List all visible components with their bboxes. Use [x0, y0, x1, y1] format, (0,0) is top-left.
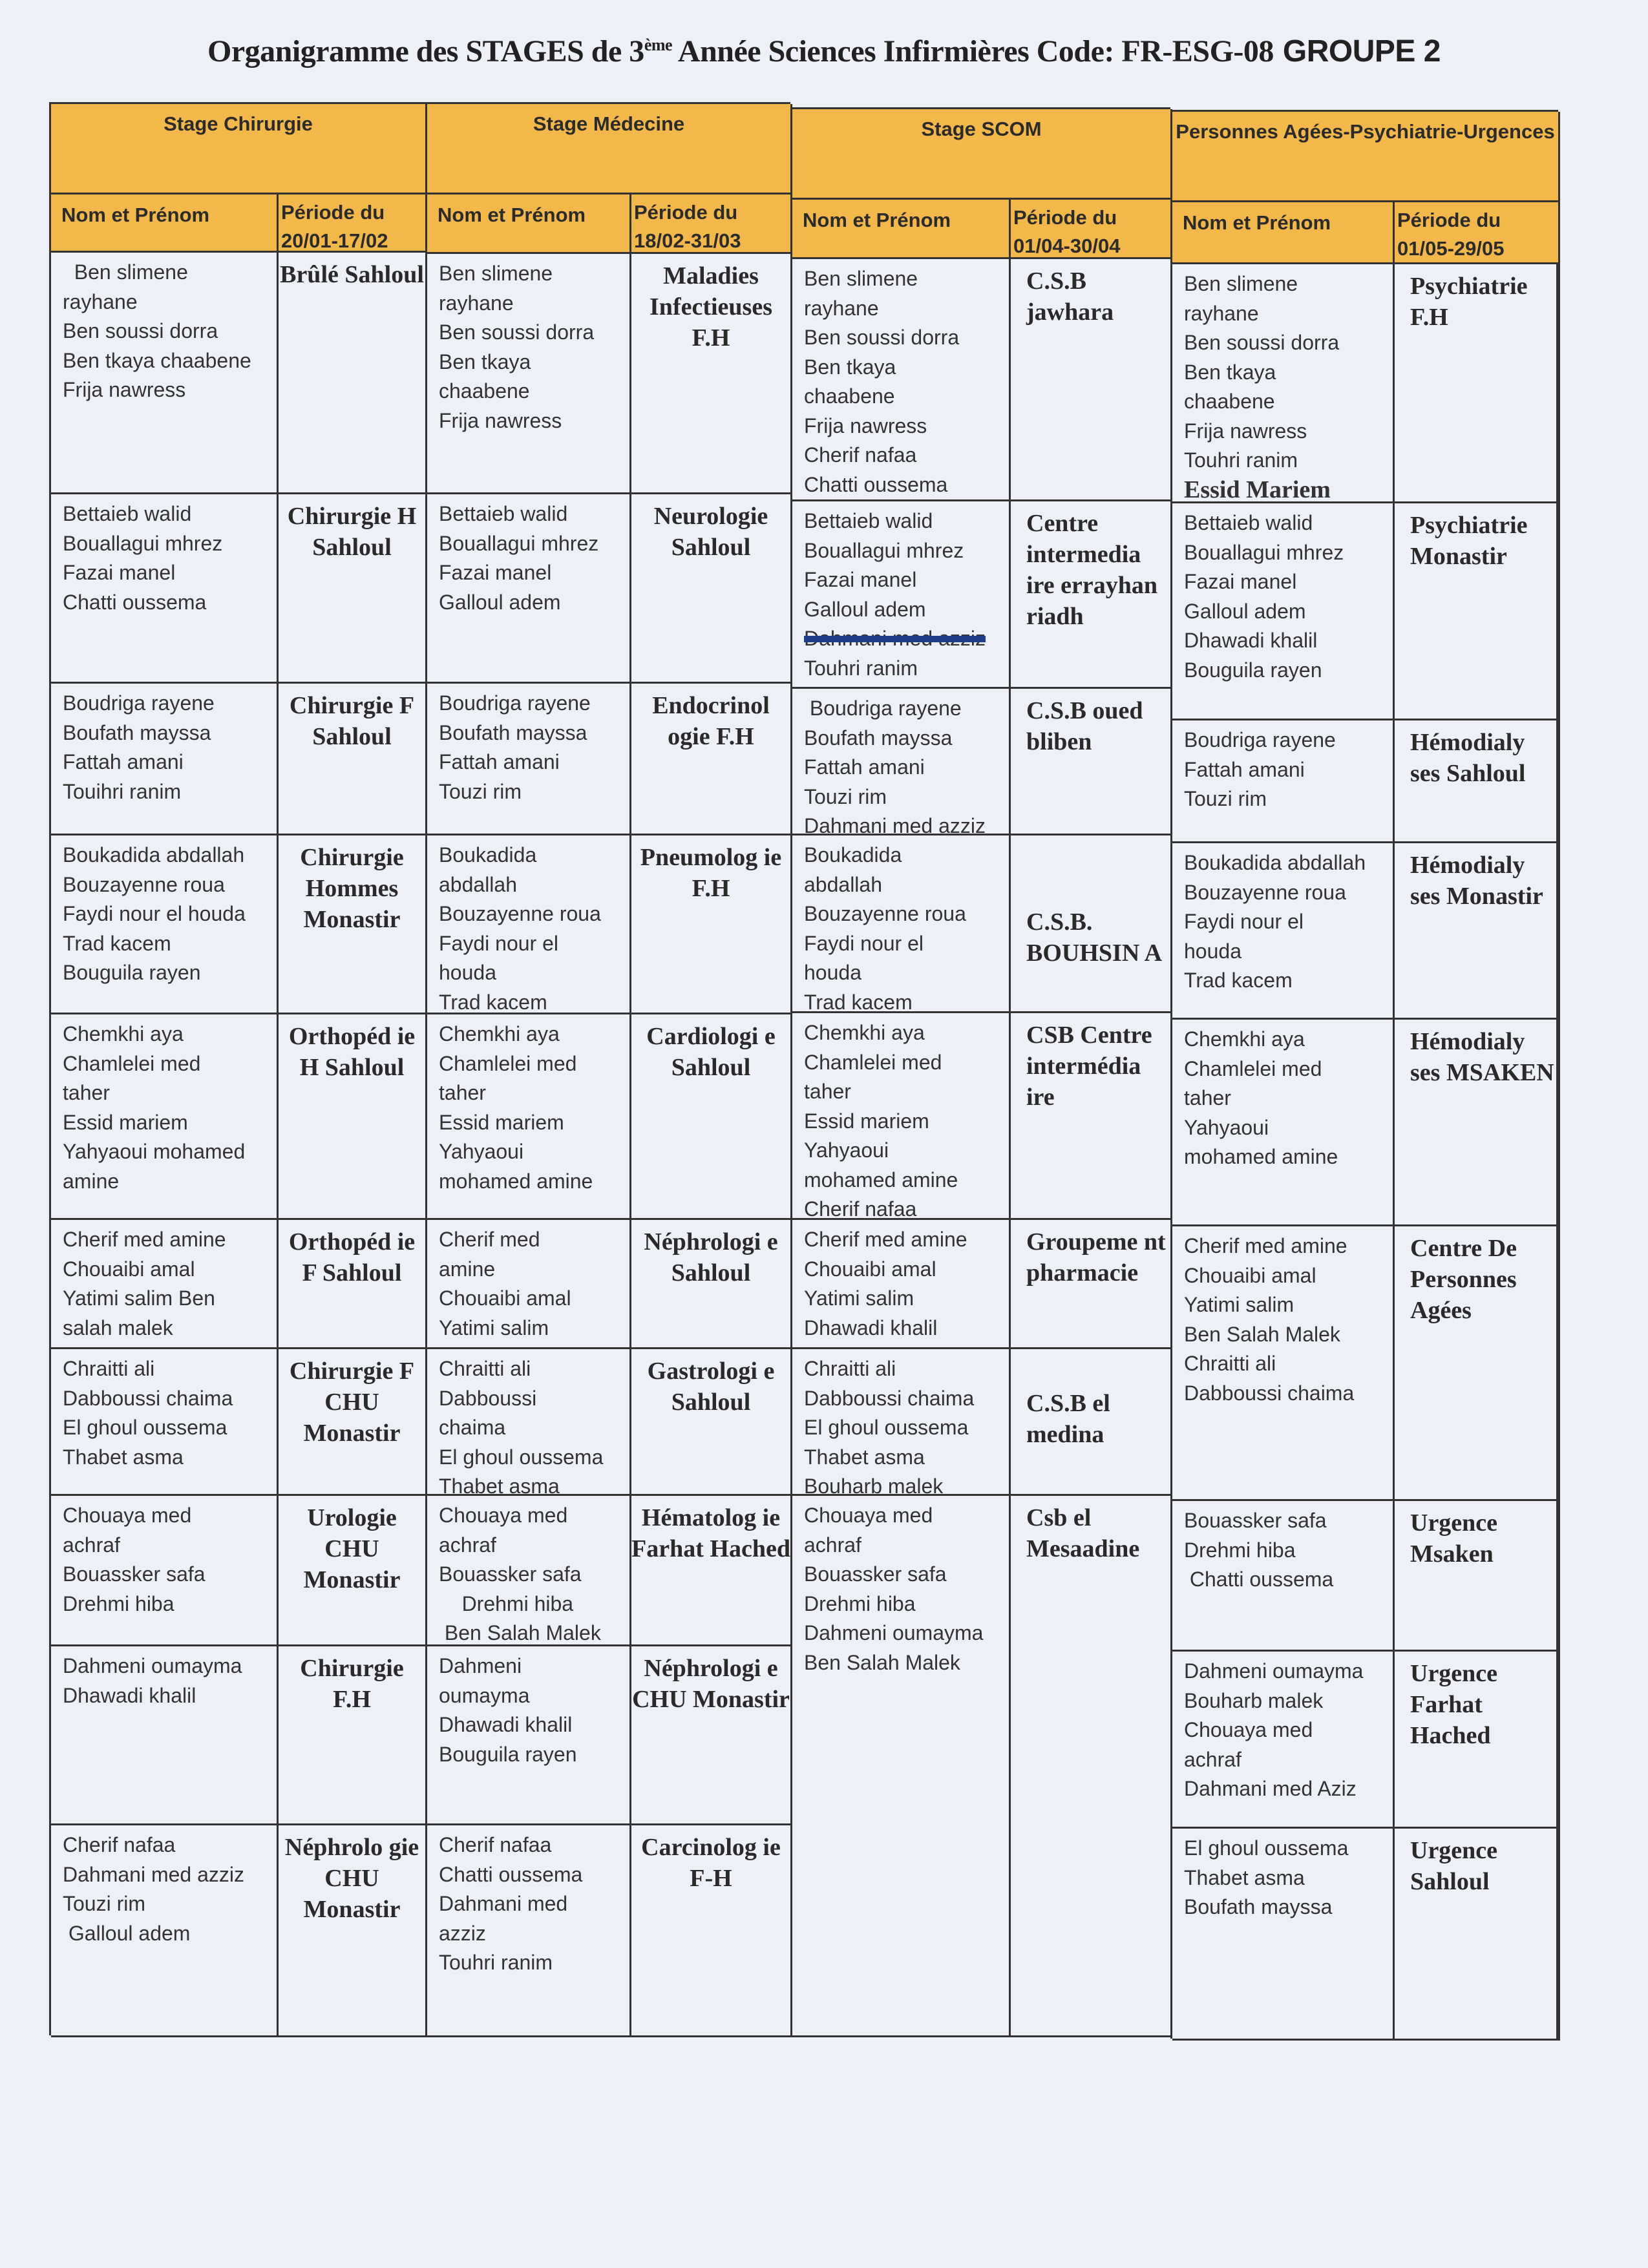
student-name: Bettaieb walid	[804, 509, 933, 532]
student-name: Galloul adem	[439, 590, 561, 614]
student-name: Fazai manel	[804, 568, 917, 591]
names-cell	[427, 1496, 631, 1646]
student-name: Fattah amani	[1184, 757, 1305, 781]
student-name: achraf	[804, 1533, 861, 1557]
student-name: Chouaya med	[804, 1504, 933, 1527]
student-name: Chemkhi aya	[1184, 1027, 1305, 1051]
student-name: Trad kacem	[63, 931, 171, 955]
student-name: Bouzayenne roua	[63, 872, 225, 896]
student-name: Bettaieb walid	[439, 502, 568, 525]
student-name: Ben soussi dorra	[804, 326, 960, 349]
student-name: Cherif nafaa	[63, 1833, 176, 1856]
student-name: Essid Mariem	[1184, 476, 1331, 503]
names-cell	[51, 1349, 279, 1496]
student-name: Faydi nour el	[804, 931, 924, 955]
placement-cell: Chirurgie H Sahloul	[279, 494, 427, 684]
student-name: Chamlelei med	[63, 1051, 201, 1075]
student-name: Bouassker safa	[1184, 1509, 1327, 1532]
student-name: Bettaieb walid	[1184, 511, 1313, 534]
name-column-header: Nom et Prénom	[792, 200, 1011, 259]
student-name: Galloul adem	[63, 1921, 191, 1945]
student-name: Bettaieb walid	[63, 502, 192, 525]
names-cell	[51, 1646, 279, 1825]
student-name: Ben soussi dorra	[63, 319, 218, 342]
student-name: Ben tkaya	[804, 355, 896, 379]
placement-cell: Chirurgie F CHU Monastir	[279, 1349, 427, 1496]
student-name: Ben Salah Malek	[1184, 1322, 1340, 1346]
student-name: Faydi nour el	[439, 931, 558, 955]
student-name: chaabene	[804, 384, 895, 408]
placement-cell: Csb el Mesaadine	[1011, 1496, 1172, 2037]
student-name: Boufath mayssa	[439, 720, 587, 744]
student-name: abdallah	[439, 872, 517, 896]
student-name: Thabet asma	[63, 1445, 184, 1469]
student-name: Trad kacem	[1184, 969, 1293, 992]
placement-cell: Néphrologi e CHU Monastir	[631, 1646, 792, 1825]
names-cell	[427, 1220, 631, 1349]
student-name: Chamlelei med	[804, 1050, 942, 1074]
placement-cell: C.S.B oued bliben	[1011, 689, 1172, 835]
student-name: Drehmi hiba	[439, 1591, 574, 1615]
stage-block-1	[425, 102, 790, 2035]
student-name: Drehmi hiba	[1184, 1538, 1296, 1562]
student-name: Thabet asma	[804, 1445, 925, 1469]
student-name: Chemkhi aya	[439, 1022, 560, 1045]
student-name: mohamed amine	[1184, 1145, 1338, 1168]
student-name: amine	[439, 1257, 496, 1281]
student-name: Ben tkaya	[439, 350, 531, 373]
student-name: Yatimi salim	[439, 1316, 549, 1339]
student-name: amine	[63, 1169, 120, 1193]
student-name: Dhawadi khalil	[1184, 629, 1318, 652]
period-column-header: Période du 01/04-30/04	[1011, 200, 1172, 259]
student-name: Chatti oussema	[804, 472, 948, 496]
student-name: Bouassker safa	[439, 1562, 582, 1586]
student-name: mohamed amine	[439, 1169, 593, 1193]
student-name: Dahmeni oumayma	[1184, 1659, 1364, 1683]
names-cell	[792, 501, 1011, 689]
student-name: Dahmeni	[439, 1654, 522, 1677]
group-label: GROUPE 2	[1282, 34, 1441, 68]
student-name: Touzi rim	[1184, 787, 1267, 810]
student-name: Trad kacem	[804, 990, 913, 1014]
student-name: Boukadida	[804, 843, 902, 866]
student-name: Yatimi salim Ben	[63, 1286, 215, 1310]
student-name: Dabboussi chaima	[804, 1386, 975, 1410]
period-column-header: Période du 18/02-31/03	[631, 194, 792, 254]
placement-cell: Chirurgie F Sahloul	[279, 684, 427, 835]
student-name: Thabet asma	[439, 1475, 560, 1498]
placement-cell: Pneumolog ie F.H	[631, 835, 792, 1014]
student-name: Chamlelei med	[439, 1051, 577, 1075]
placement-cell: Urgence Msaken	[1395, 1501, 1560, 1652]
student-name: Dhawadi khalil	[804, 1316, 938, 1339]
student-name: Yahyaoui mohamed	[63, 1140, 246, 1163]
student-name: chaima	[439, 1416, 506, 1439]
placement-cell: Centre intermedia ire errayhan riadh	[1011, 501, 1172, 689]
student-name: Bouallagui mhrez	[804, 538, 964, 562]
student-name: rayhane	[1184, 301, 1259, 325]
student-name: mohamed amine	[804, 1168, 958, 1192]
student-name: Trad kacem	[439, 990, 547, 1014]
names-cell	[51, 1496, 279, 1646]
student-name: Dahmeni oumayma	[63, 1654, 242, 1677]
names-cell	[792, 835, 1011, 1013]
placement-cell: Carcinolog ie F-H	[631, 1825, 792, 2037]
student-name: Thabet asma	[1184, 1865, 1305, 1889]
student-name: Boudriga rayene	[439, 691, 591, 715]
student-name: Boufath mayssa	[1184, 1895, 1333, 1918]
student-name: Ben soussi dorra	[1184, 331, 1340, 354]
stage-header: Stage Chirurgie	[51, 104, 427, 194]
names-cell	[51, 494, 279, 684]
student-name: Touihri ranim	[63, 779, 182, 803]
names-cell	[51, 1014, 279, 1220]
student-name: Boudriga rayene	[1184, 728, 1336, 751]
name-column-header: Nom et Prénom	[1172, 202, 1395, 264]
names-cell	[1172, 720, 1395, 843]
student-name: El ghoul oussema	[439, 1445, 604, 1469]
names-cell	[51, 835, 279, 1014]
student-name: Frija nawress	[439, 408, 562, 432]
student-name: Cherif nafaa	[439, 1833, 552, 1856]
placement-cell: Endocrinol ogie F.H	[631, 684, 792, 835]
student-name: taher	[1184, 1086, 1231, 1109]
student-name: chaabene	[439, 379, 530, 403]
names-cell	[51, 1825, 279, 2037]
student-name: Bouallagui mhrez	[439, 531, 599, 555]
student-name: Chouaibi amal	[439, 1286, 571, 1310]
student-name: Ben slimene	[63, 260, 188, 284]
student-name: Fazai manel	[439, 561, 552, 584]
student-name: Bouguila rayen	[1184, 658, 1322, 682]
student-name: Essid mariem	[439, 1110, 564, 1134]
placement-cell: Gastrologi e Sahloul	[631, 1349, 792, 1496]
student-name: Chatti oussema	[439, 1862, 583, 1886]
names-cell	[1172, 503, 1395, 720]
student-name: Chouaya med	[63, 1504, 192, 1527]
placement-cell: Psychiatrie F.H	[1395, 264, 1560, 503]
student-name: Cherif med amine	[804, 1228, 967, 1251]
student-name: Ben Salah Malek	[439, 1621, 601, 1644]
student-name: Dahmani med	[439, 1892, 568, 1915]
stage-header: Stage Médecine	[427, 104, 792, 194]
student-name: Bouharb malek	[1184, 1688, 1324, 1712]
student-name: Ben tkaya	[1184, 360, 1276, 384]
names-cell	[427, 1825, 631, 2037]
student-name: Boukadida abdallah	[1184, 851, 1366, 874]
student-name: Dabboussi chaima	[63, 1386, 233, 1410]
student-name: Dabboussi chaima	[1184, 1381, 1355, 1405]
name-column-header: Nom et Prénom	[427, 194, 631, 254]
student-name: Galloul adem	[1184, 599, 1306, 623]
student-name: Bouallagui mhrez	[63, 531, 223, 555]
student-name: Ben slimene	[439, 262, 553, 285]
student-name: Bouzayenne roua	[1184, 880, 1346, 904]
student-name: achraf	[1184, 1747, 1241, 1771]
student-name: Drehmi hiba	[63, 1591, 174, 1615]
period-column-header: Période du 20/01-17/02	[279, 194, 427, 253]
placement-cell: Hémodialy ses Sahloul	[1395, 720, 1560, 843]
student-name: Dahmani med Aziz	[1184, 1777, 1357, 1800]
title-superscript: ème	[644, 36, 673, 54]
placement-cell: C.S.B el medina	[1011, 1349, 1172, 1496]
stage-block-3	[1170, 110, 1558, 2039]
student-name: Boufath mayssa	[63, 720, 211, 744]
student-name: oumayma	[439, 1683, 530, 1707]
student-name: Essid mariem	[804, 1109, 929, 1133]
student-name: Bouguila rayen	[63, 961, 201, 984]
student-name: Chemkhi aya	[63, 1022, 184, 1045]
student-name: Fattah amani	[804, 755, 925, 779]
student-name: Chraitti ali	[439, 1357, 531, 1380]
student-name: Dhawadi khalil	[439, 1713, 573, 1736]
names-cell	[792, 1349, 1011, 1496]
student-name: Frija nawress	[1184, 419, 1307, 443]
student-name: houda	[1184, 939, 1241, 963]
student-name: Bouguila rayen	[439, 1742, 577, 1766]
student-name: Bouallagui mhrez	[1184, 540, 1344, 564]
student-name: Boukadida abdallah	[63, 843, 245, 866]
student-name: El ghoul oussema	[1184, 1836, 1349, 1860]
student-name: Touzi rim	[439, 779, 522, 803]
student-name: Chouaya med	[1184, 1718, 1313, 1741]
student-name: achraf	[63, 1533, 120, 1557]
student-name: Faydi nour el houda	[63, 902, 246, 925]
student-name: El ghoul oussema	[63, 1416, 227, 1439]
student-name: Chraitti ali	[63, 1357, 155, 1380]
title-main: Organigramme des STAGES de 3	[207, 34, 644, 68]
student-name: Drehmi hiba	[804, 1591, 916, 1615]
student-name: houda	[439, 961, 496, 984]
student-name: Boudriga rayene	[804, 697, 962, 720]
student-name: Frija nawress	[63, 378, 186, 401]
names-cell	[51, 1220, 279, 1349]
student-name: Faydi nour el	[1184, 910, 1304, 933]
student-name: Ben slimene	[804, 267, 918, 290]
placement-cell: Psychiatrie Monastir	[1395, 503, 1560, 720]
student-name: Dahmani med azziz	[804, 814, 986, 837]
placement-cell: Chirurgie Hommes Monastir	[279, 835, 427, 1014]
student-name: Fattah amani	[439, 750, 560, 773]
placement-cell: Néphrologi e Sahloul	[631, 1220, 792, 1349]
student-name: Yatimi salim	[1184, 1293, 1294, 1316]
student-name: Dahmani med azziz	[804, 627, 986, 650]
student-name: Dabboussi	[439, 1386, 537, 1410]
placement-cell: Cardiologi e Sahloul	[631, 1014, 792, 1220]
name-column-header: Nom et Prénom	[51, 194, 279, 253]
student-name: Chamlelei med	[1184, 1056, 1322, 1080]
student-name: Cherif med	[439, 1228, 540, 1251]
names-cell	[427, 1646, 631, 1825]
student-name: Yahyaoui	[1184, 1115, 1269, 1139]
placement-cell: Groupeme nt pharmacie	[1011, 1220, 1172, 1349]
placement-cell: Hémodialy ses Monastir	[1395, 843, 1560, 1020]
student-name: abdallah	[804, 872, 882, 896]
student-name: rayhane	[439, 291, 514, 315]
placement-cell: C.S.B jawhara	[1011, 259, 1172, 501]
student-name: Chouaibi amal	[63, 1257, 195, 1281]
placement-cell: Hématolog ie Farhat Hached	[631, 1496, 792, 1646]
student-name: Touzi rim	[804, 784, 887, 808]
placement-cell: Neurologie Sahloul	[631, 494, 792, 684]
placement-cell: CSB Centre intermédia ire	[1011, 1013, 1172, 1220]
student-name: rayhane	[63, 289, 138, 313]
student-name: azziz	[439, 1921, 486, 1945]
names-cell	[51, 684, 279, 835]
document-title	[0, 34, 1648, 69]
student-name: Fattah amani	[63, 750, 184, 773]
placement-cell: Maladies Infectieuses F.H	[631, 254, 792, 494]
names-cell	[1172, 1652, 1395, 1829]
placement-cell: Chirurgie F.H	[279, 1646, 427, 1825]
student-name: Cherif med amine	[1184, 1234, 1347, 1257]
student-name: taher	[804, 1080, 851, 1103]
student-name: Bouharb malek	[804, 1475, 944, 1498]
names-cell	[427, 1349, 631, 1496]
names-cell	[427, 494, 631, 684]
placement-cell: Orthopéd ie F Sahloul	[279, 1220, 427, 1349]
names-cell	[1172, 1020, 1395, 1226]
student-name: taher	[63, 1081, 110, 1104]
student-name: Bouzayenne roua	[439, 902, 601, 925]
student-name: taher	[439, 1081, 486, 1104]
placement-cell: C.S.B. BOUHSIN A	[1011, 835, 1172, 1013]
student-name: Touhri ranim	[1184, 448, 1298, 472]
student-name: Bouassker safa	[63, 1562, 206, 1586]
placement-cell: Centre De Personnes Agées	[1395, 1226, 1560, 1501]
student-name: Yatimi salim	[804, 1286, 914, 1310]
student-name: Yahyaoui	[804, 1139, 889, 1162]
placement-cell: Orthopéd ie H Sahloul	[279, 1014, 427, 1220]
names-cell	[1172, 1501, 1395, 1652]
student-name: Ben slimene	[1184, 272, 1298, 295]
student-name: Cherif med amine	[63, 1228, 226, 1251]
student-name: Chouaibi amal	[1184, 1263, 1316, 1287]
student-name: Touhri ranim	[439, 1951, 553, 1974]
student-name: El ghoul oussema	[804, 1416, 969, 1439]
student-name: houda	[804, 961, 861, 984]
student-name: Touzi rim	[63, 1892, 146, 1915]
student-name: Ben Salah Malek	[804, 1650, 960, 1674]
student-name: Boufath mayssa	[804, 726, 953, 750]
student-name: Ben tkaya chaabene	[63, 348, 251, 372]
student-name: Fazai manel	[1184, 570, 1297, 593]
placement-cell: Urgence Farhat Hached	[1395, 1652, 1560, 1829]
names-cell	[1172, 264, 1395, 503]
placement-cell: Urologie CHU Monastir	[279, 1496, 427, 1646]
names-cell	[792, 1496, 1011, 2037]
student-name: Chraitti ali	[1184, 1352, 1276, 1375]
student-name: Bouassker safa	[804, 1562, 947, 1586]
names-cell	[792, 689, 1011, 835]
student-name: Chouaibi amal	[804, 1257, 936, 1281]
student-name: rayhane	[804, 296, 879, 320]
student-name: Boudriga rayene	[63, 691, 215, 715]
names-cell	[792, 259, 1011, 501]
names-cell	[427, 1014, 631, 1220]
student-name: Frija nawress	[804, 414, 927, 437]
student-name: Chatti oussema	[63, 590, 207, 614]
placement-cell: Urgence Sahloul	[1395, 1829, 1560, 2041]
names-cell	[427, 254, 631, 494]
names-cell	[427, 684, 631, 835]
title-rest: Année Sciences Infirmières Code: FR-ESG-08	[672, 34, 1274, 68]
placement-cell: Hémodialy ses MSAKEN	[1395, 1020, 1560, 1226]
student-name: Bouzayenne roua	[804, 902, 966, 925]
student-name: Fazai manel	[63, 561, 176, 584]
names-cell	[1172, 1226, 1395, 1501]
student-name: Dahmani med azziz	[63, 1862, 244, 1886]
student-name: Boukadida	[439, 843, 537, 866]
names-cell	[1172, 1829, 1395, 2041]
student-name: Touhri ranim	[804, 656, 918, 680]
student-name: Galloul adem	[804, 597, 926, 621]
student-name: Cherif nafaa	[804, 443, 917, 467]
student-name: Chraitti ali	[804, 1357, 896, 1380]
student-name: Dhawadi khalil	[63, 1683, 196, 1707]
student-name: salah malek	[63, 1316, 173, 1339]
student-name: achraf	[439, 1533, 496, 1557]
student-name: Essid mariem	[63, 1110, 188, 1134]
names-cell	[51, 253, 279, 494]
stage-header: Personnes Agées-Psychiatrie-Urgences	[1172, 112, 1560, 202]
names-cell	[1172, 843, 1395, 1020]
placement-cell: Brûlé Sahloul	[279, 253, 427, 494]
student-name: chaabene	[1184, 390, 1275, 413]
stage-block-2	[790, 107, 1170, 2035]
student-name: Cherif nafaa	[804, 1197, 917, 1221]
names-cell	[792, 1013, 1011, 1220]
stage-block-0	[49, 102, 425, 2035]
stage-header: Stage SCOM	[792, 109, 1172, 200]
student-name: Chemkhi aya	[804, 1021, 925, 1044]
period-column-header: Période du 01/05-29/05	[1395, 202, 1560, 264]
student-name: Chouaya med	[439, 1504, 568, 1527]
student-name: Yahyaoui	[439, 1140, 524, 1163]
placement-cell: Néphrolo gie CHU Monastir	[279, 1825, 427, 2037]
student-name: Chatti oussema	[1184, 1568, 1334, 1591]
student-name: Ben soussi dorra	[439, 320, 595, 344]
names-cell	[792, 1220, 1011, 1349]
names-cell	[427, 835, 631, 1014]
student-name: Dahmeni oumayma	[804, 1621, 984, 1644]
